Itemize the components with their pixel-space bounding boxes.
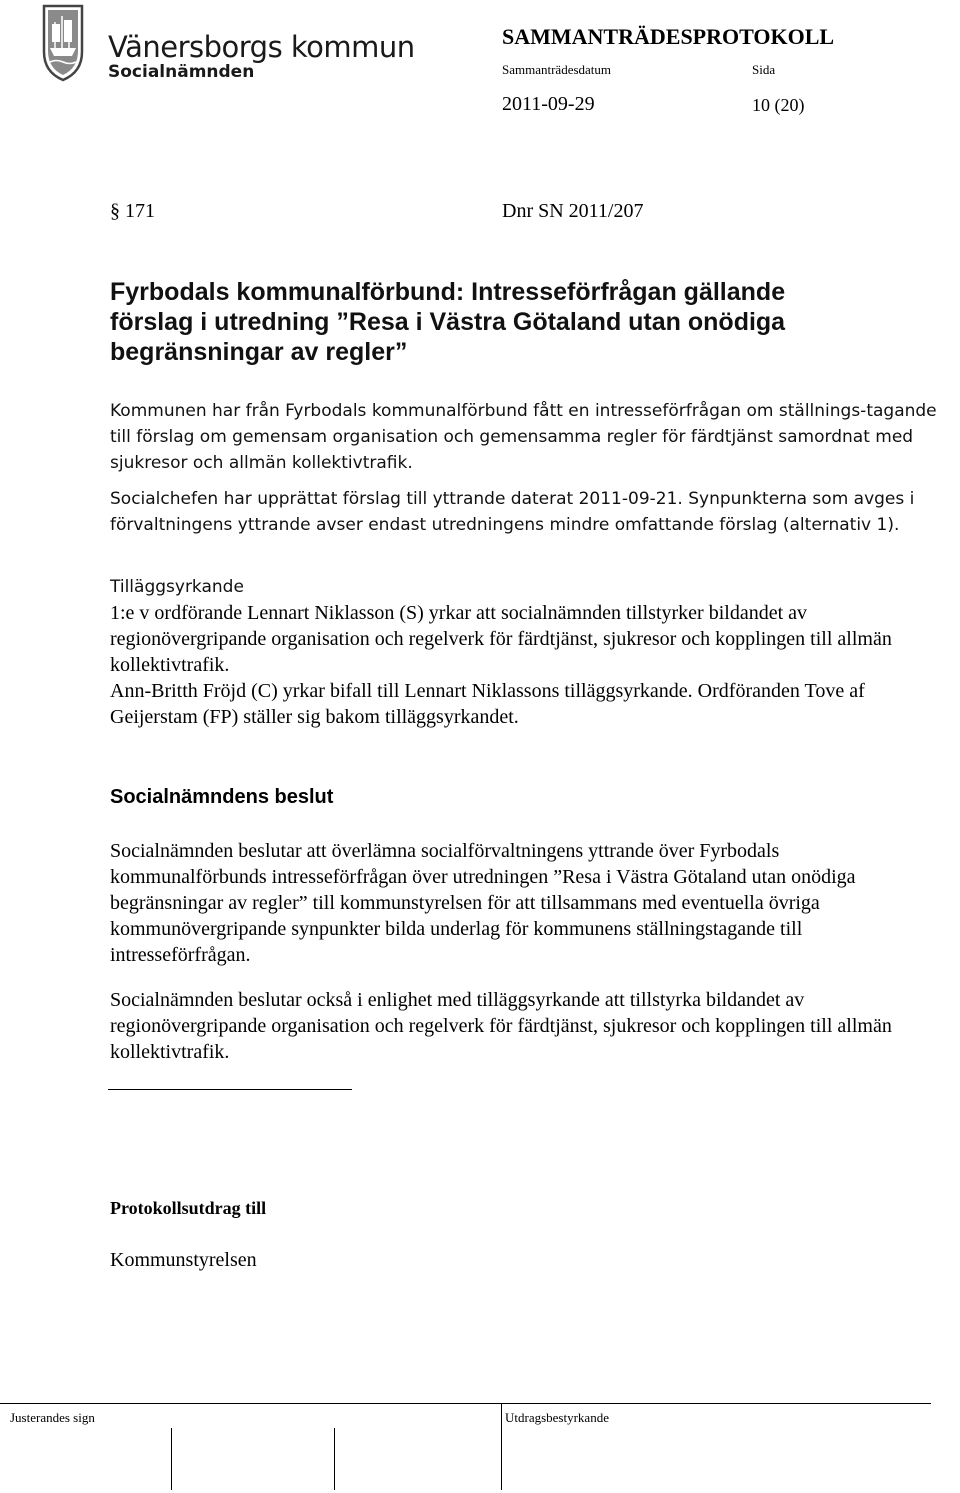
- proposal-paragraph: Socialchefen har upprättat förslag till yttrande daterat 2011-09-21. Synpunkterna som avges i förvaltningens yttrande avser endast utredningens mindre omfattande förslag (alternativ 1).: [110, 489, 915, 535]
- meeting-date: 2011-09-29: [502, 93, 595, 115]
- date-label: Sammanträdesdatum: [502, 62, 612, 77]
- signature-box-divider: [334, 1428, 335, 1490]
- decision-paragraph-1: Socialnämnden beslutar att överlämna socialförvaltningens yttrande över Fyrbodals kommunalförbunds intresseförfrågan över utredningen ”Resa i Västra Götaland utan onödiga begränsningar av regler” till kommunstyrelsen för att tillsammans med eventuella övriga kommunövergripande synpunkter bilda underlag för kommunens ställningstagande till intresseförfrågan.: [110, 840, 856, 966]
- addendum-motion: 1:e v ordförande Lennart Niklasson (S) yrkar att socialnämnden tillstyrker bildandet av regionövergripande organisation och regelverk för färdtjänst, sjukresor och kopplingen till allmän kollektivtrafik.: [110, 602, 892, 676]
- document-type: SAMMANTRÄDESPROTOKOLL: [502, 24, 835, 49]
- divider-line: [108, 1089, 352, 1090]
- organization-unit: Socialnämnden: [108, 62, 255, 82]
- background-paragraph: Kommunen har från Fyrbodals kommunalförbund fått en intresseförfrågan om ställnings-tagande till förslag om gemensam organisation och gemensamma regler för färdtjänst samordnat med sjukresor och allmän kollektivtrafik.: [110, 401, 937, 473]
- paragraph-number: § 171: [110, 200, 155, 222]
- organization-name: Vänersborgs kommun: [108, 30, 415, 64]
- footer-rule: [0, 1403, 931, 1404]
- signature-box-divider: [501, 1404, 502, 1490]
- decision-heading: Socialnämndens beslut: [110, 786, 334, 808]
- extract-label: Utdragsbestyrkande: [505, 1410, 609, 1425]
- page-label: Sida: [752, 62, 776, 77]
- signature-label: Justerandes sign: [10, 1410, 95, 1425]
- distribution-recipient: Kommunstyrelsen: [110, 1249, 257, 1271]
- addendum-heading: Tilläggsyrkande: [110, 577, 244, 597]
- page-number: 10 (20): [752, 95, 805, 115]
- signature-box-divider: [171, 1428, 172, 1490]
- addendum-support: Ann-Britth Fröjd (C) yrkar bifall till Lennart Niklassons tilläggsyrkande. Ordföranden Tove af Geijerstam (FP) ställer sig bakom tilläggsyrkandet.: [110, 680, 865, 728]
- item-title: Fyrbodals kommunalförbund: Intresseförfrågan gällande förslag i utredning ”Resa i Västra Götaland utan onödiga begränsningar av regler”: [110, 278, 786, 366]
- decision-paragraph-2: Socialnämnden beslutar också i enlighet med tilläggsyrkande att tillstyrka bildandet av regionövergripande organisation och regelverk för färdtjänst, sjukresor och kopplingen till allmän kollektivtrafik.: [110, 989, 892, 1063]
- municipal-coat-of-arms-icon: [38, 2, 88, 82]
- distribution-heading: Protokollsutdrag till: [110, 1198, 267, 1218]
- case-number: Dnr SN 2011/207: [502, 200, 644, 222]
